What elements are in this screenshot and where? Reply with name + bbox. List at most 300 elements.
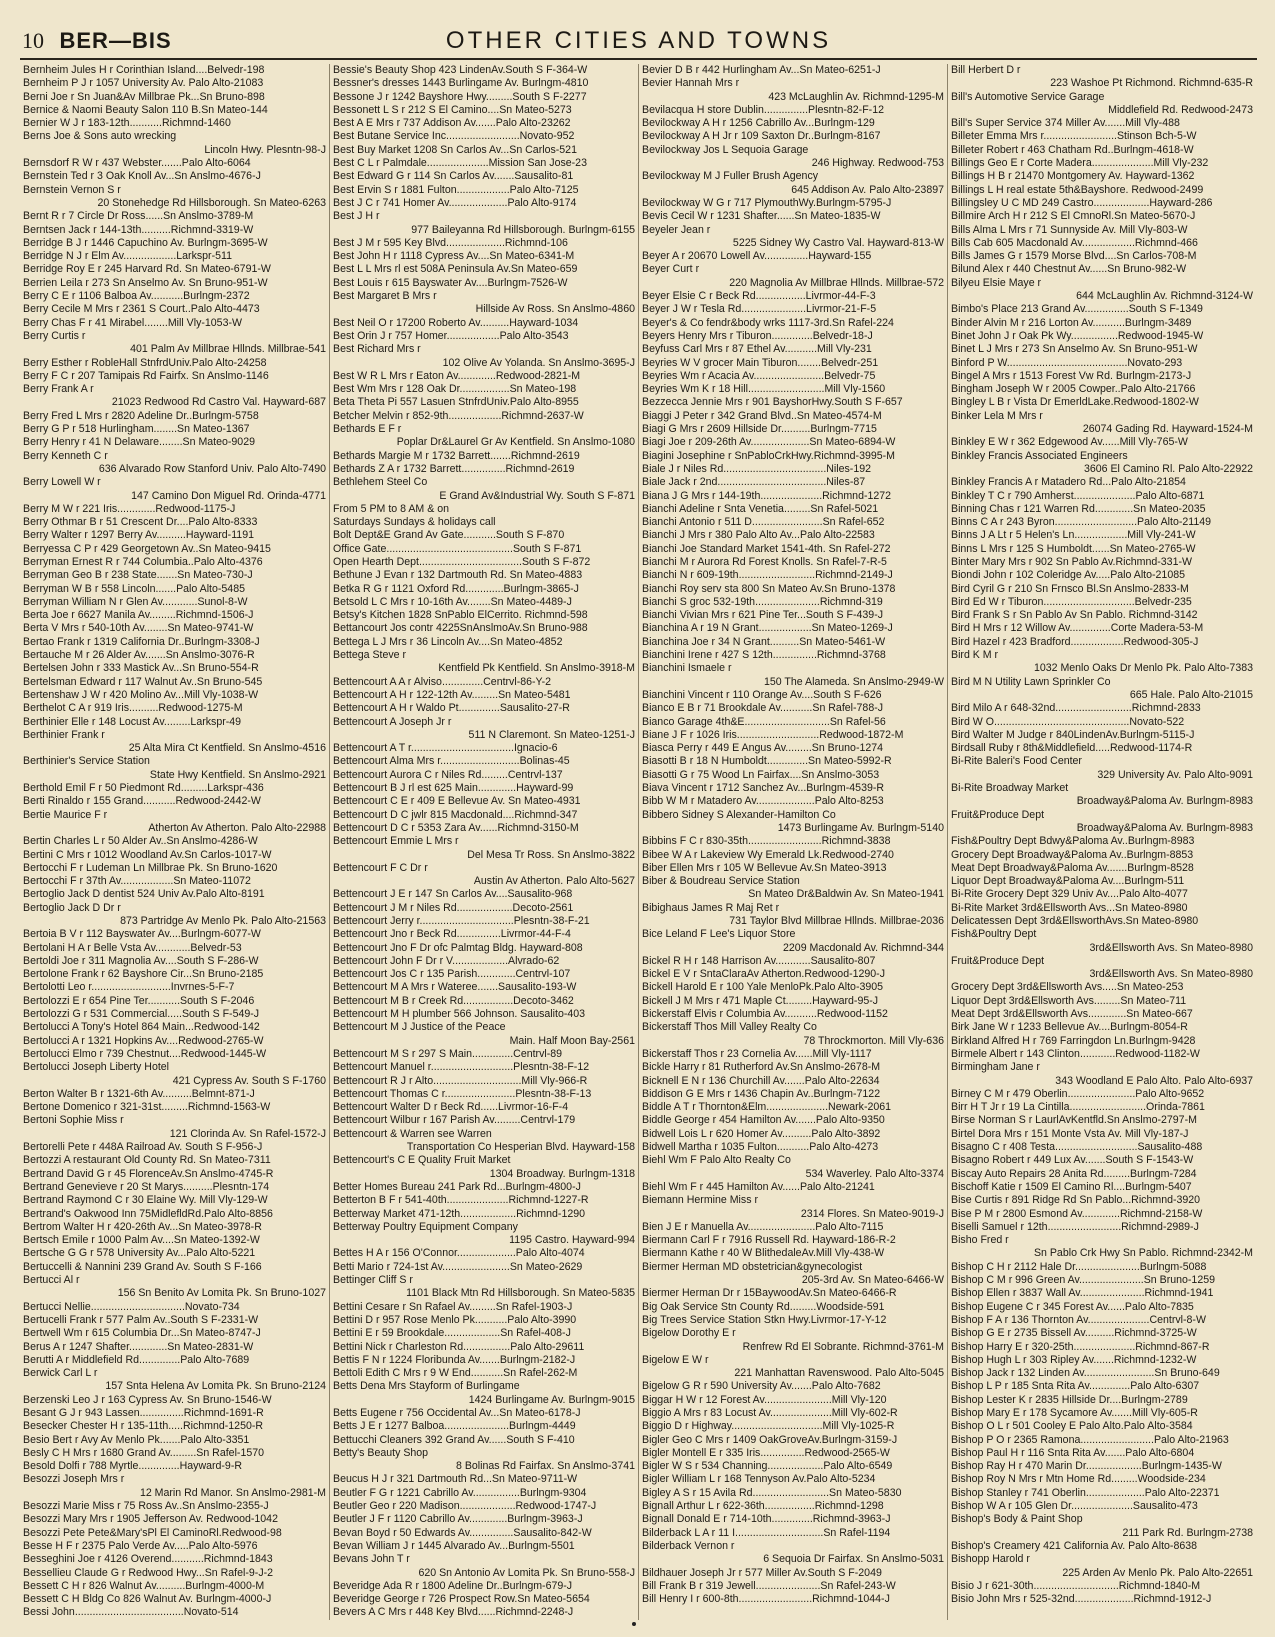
listing-entry: 3606 El Camino Rl. Palo Alto-22922 (1083, 462, 1253, 475)
listing-entry: Birkland Alfred H r 769 Farringdon Ln.Burlngm-9428 (951, 1034, 1196, 1047)
listing-entry: Biale J r Niles Rd...................................Niles-192 (642, 462, 872, 475)
listing-entry: Birdsall Ruby r 8th&Middlefield.....Redwood-1174-R (951, 742, 1193, 755)
listing-entry: Liquor Dept Broadway&Paloma Av....Burlngm-511 (951, 875, 1185, 888)
listing-entry: Biermer Herman Dr r 15BaywoodAv.Sn Mateo-6466-R (642, 1287, 897, 1300)
listing-entry: Berryman William N r Glen Av............Sunol-8-W (23, 595, 248, 608)
listing-entry: 421 Cypress Av. South S F-1760 (172, 1074, 326, 1087)
listing-entry: Bevilockway M J Fuller Brush Agency (642, 170, 819, 183)
listing-entry: Bevilockway A H r 1256 Cabrillo Av...Burlngm-129 (642, 117, 875, 130)
listing-entry: Berta Joe r 6627 Manila Av.........Richmnd-1506-J (23, 609, 254, 622)
listing-entry: Berry Fred L Mrs r 2820 Adeline Dr..Burlngm-5758 (23, 409, 259, 422)
listing-entry: Beucus H J r 321 Dartmouth Rd...Sn Mateo-9711-W (333, 1473, 578, 1486)
listing-entry: Beutler J F r 1120 Cabrillo Av.............Burlngm-3963-J (333, 1513, 583, 1526)
listing-entry: Biana J G Mrs r 144-19th.....................Richmnd-1272 (642, 489, 892, 502)
listing-entry: Binkley Francis A r Matadero Rd...Palo Alto-21854 (951, 476, 1186, 489)
listing-entry: Best A E Mrs r 737 Addison Av.......Palo Alto-23262 (333, 117, 571, 130)
listing-entry: Bigler W S r 534 Channing...................Palo Alto-6549 (642, 1460, 893, 1473)
listing-entry: Bishop F A r 136 Thornton Av.....................Centrvl-8-W (951, 1313, 1206, 1326)
listing-entry: Bertrand David G r 45 FlorenceAv.Sn Anslmo-4745-R (23, 1167, 274, 1180)
listing-entry: Bibighaus James R Maj Ret r (642, 901, 780, 914)
listing-entry: 873 Partridge Av Menlo Pk. Palo Alto-21563 (120, 915, 326, 927)
listing-entry: Berry Henry r 41 N Delaware........Sn Mateo-9029 (23, 436, 255, 449)
listing-entry: Broadway&Paloma Av. Burlngm-8983 (1076, 795, 1253, 808)
listing-entry: Best C L r Palmdale.....................Mission San Jose-23 (333, 157, 587, 170)
listing-entry: Bertolani H A r Belle Vsta Av............Belvedr-53 (23, 941, 242, 954)
listing-entry: Grocery Dept Broadway&Paloma Av..Burlngm-8853 (951, 848, 1194, 861)
listing-entry: 5225 Sidney Wy Castro Val. Hayward-813-W (732, 236, 944, 249)
listing-entry: Berridge B J r 1446 Capuchino Av. Burlngm-3695-W (23, 236, 268, 249)
listing-column-1 (20, 64, 329, 1620)
listing-entry: Bidwell Lois L r 620 Homer Av..........Palo Alto-3892 (642, 1127, 881, 1140)
listing-entry: Bird Walter M Judge r 840LindenAv.Burlngm-5115-J (951, 728, 1195, 741)
listing-entry: Liquor Dept 3rd&Ellsworth Avs.........Sn Mateo-711 (951, 994, 1187, 1007)
listing-entry: State Hwy Kentfield. Sn Anslmo-2921 (149, 768, 326, 781)
listing-entry: Beutler Geo r 220 Madison...................Redwood-1747-J (333, 1500, 597, 1513)
listing-entry: Bettega L J Mrs r 36 Lincoln Av....Sn Mateo-4852 (333, 635, 563, 648)
listing-entry: Bishop Ray H r 470 Marin Dr...................Burlngm-1435-W (951, 1460, 1222, 1473)
listing-entry: Biselli Samuel r 12th.........................Richmnd-2989-J (951, 1220, 1199, 1233)
listing-entry: Birr H T Jr r 19 La Cintilla..........................Orinda-7861 (951, 1101, 1205, 1114)
listing-entry: 1195 Castro. Hayward-994 (509, 1234, 635, 1247)
listing-entry: Bischoff Katie r 1509 El Camino Rl....Burlngm-5407 (951, 1180, 1192, 1193)
listing-entry: Berry Lowell W r (23, 476, 101, 489)
listing-entry: Bird Milo A r 648-32nd..........................Richmnd-2833 (951, 702, 1201, 715)
listing-entry: Bianchi Joe Standard Market 1541-4th. Sn Rafel-272 (642, 542, 891, 555)
listing-entry: Birse Norman S r LaurlAvKentfld.Sn Anslmo-2797-M (951, 1114, 1197, 1127)
listing-entry: Best Edward G r 114 Sn Carlos Av.......Sausalito-81 (333, 170, 574, 183)
listing-entry: Bishop Ellen r 3837 Wall Av......................Richmnd-1941 (951, 1287, 1214, 1300)
listing-entry: Besozzi Pete Pete&Mary'sPl El CaminoRl.Redwood-98 (23, 1526, 282, 1539)
listing-entry: Biggio A Mrs r 83 Locust Av.....................Mill Vly-602-R (642, 1406, 898, 1419)
listing-entry: 78 Throckmorton. Mill Vly-636 (803, 1034, 944, 1047)
listing-entry: Fruit&Produce Dept (951, 808, 1045, 821)
listing-entry: Bertoia B V r 112 Bayswater Av....Burlngm-6077-W (23, 928, 261, 941)
listing-entry: Bill Herbert D r (951, 64, 1021, 76)
listing-entry: Bessellieu Claude G r Redwood Hwy...Sn Rafel-9-J-2 (23, 1566, 274, 1579)
listing-entry: Betterway Poultry Equipment Company (333, 1220, 518, 1233)
listing-entry: Berti Rinaldo r 155 Grand...........Redwood-2442-W (23, 795, 261, 808)
listing-entry: Bianchini Ismaele r (642, 662, 732, 675)
listing-entry: Bertrand Raymond C r 30 Elaine Wy. Mill Vly-129-W (23, 1194, 268, 1207)
listing-entry: Biddle George r 454 Hamilton Av.......Palo Alto-9350 (642, 1114, 885, 1127)
listing-entry: Bird W O..............................................Novato-522 (951, 715, 1185, 728)
listing-entry: Bettencourt B J rl est 625 Main.............Hayward-99 (333, 782, 574, 795)
listing-entry: Billingsley U C MD 249 Castro...................Hayward-286 (951, 196, 1213, 209)
listing-entry: Besant G J r 943 Lassen...............Richmnd-1691-R (23, 1406, 264, 1419)
listing-entry: Middlefield Rd. Redwood-2473 (1108, 103, 1253, 116)
listing-entry: Berry Walter r 1297 Berry Av..........Hayward-1191 (23, 529, 254, 542)
listing-entry: Bertolucci A Tony's Hotel 864 Main...Redwood-142 (23, 1021, 260, 1034)
listing-entry: 150 The Alameda. Sn Anslmo-2949-W (764, 675, 944, 688)
listing-entry: Bettencourt Jno r Beck Rd...............Livrmor-44-F-4 (333, 928, 571, 941)
listing-entry: Sn Mateo Dr&Baldwin Av. Sn Mateo-1941 (748, 888, 944, 901)
listing-entry: Fish&Poultry Dept Bdwy&Paloma Av..Burlngm-8983 (951, 835, 1195, 848)
listing-entry: Bettencourt A H r 122-12th Av.........Sn Mateo-5481 (333, 688, 571, 701)
listing-entry: Berridge Roy E r 245 Harvard Rd. Sn Mateo-6791-W (23, 263, 271, 276)
listing-entry: Binter Mary Mrs r 902 Sn Pablo Av.Richmnd-331-W (951, 555, 1192, 568)
listing-entry: Bisho Fred r (951, 1234, 1009, 1247)
listing-entry: Bettencourt A Joseph Jr r (333, 715, 452, 728)
listing-entry: Bird Hazel r 423 Bradford..................Redwood-305-J (951, 635, 1199, 648)
listing-entry: Bishop's Creamery 421 California Av. Palo Alto-8638 (951, 1539, 1198, 1552)
listing-entry: Bickerstaff Thos Mill Valley Realty Co (642, 1021, 817, 1034)
listing-entry: Bettencourt D C jwlr 815 Macdonald....Richmnd-347 (333, 808, 578, 821)
listing-entry: From 5 PM to 8 AM & on (333, 502, 449, 515)
listing-entry: Bettencourt Jno F Dr ofc Palmtag Bldg. Hayward-808 (333, 941, 583, 954)
listing-entry: 26074 Gading Rd. Hayward-1524-M (1082, 423, 1253, 436)
listing-entry: Bishop L P r 185 Snta Rita Av..............Palo Alto-6307 (951, 1380, 1200, 1393)
listing-entry: Bettencourt M H plumber 566 Johnson. Sausalito-403 (333, 1008, 586, 1021)
listing-entry: 157 Snta Helena Av Lomita Pk. Sn Bruno-2124 (105, 1380, 326, 1393)
listing-entry: Biemann Hermine Miss r (642, 1194, 758, 1207)
listing-entry: 147 Camino Don Miguel Rd. Orinda-4771 (131, 489, 326, 502)
listing-entry: Betterton B F r 541-40th.....................Richmnd-1227-R (333, 1194, 589, 1207)
listing-entry: Bianco E B r 71 Brookdale Av...........Sn Rafel-788-J (642, 702, 884, 715)
listing-entry: Bertsche G G r 578 University Av...Palo Alto-5221 (23, 1247, 256, 1260)
listing-entry: Biddison G E Mrs r 1436 Chapin Av..Burlngm-7122 (642, 1087, 881, 1100)
listing-entry: Bettinger Cliff S r (333, 1274, 413, 1287)
listing-entry: Bernice & Naomi Beauty Salon 110 B.Sn Mateo-144 (23, 103, 268, 116)
listing-entry: 121 Clorinda Av. Sn Rafel-1572-J (169, 1127, 326, 1140)
listing-entry: Bishop G E r 2735 Bissell Av..........Richmnd-3725-W (951, 1327, 1197, 1340)
listing-entry: Biber & Boudreau Service Station (642, 875, 800, 888)
listing-entry: Billeter Robert r 463 Chatham Rd..Burlngm-4618-W (951, 143, 1194, 156)
listing-entry: Biane J F r 1026 Iris............................Redwood-1872-M (642, 728, 904, 741)
listing-entry: Bettini Cesare r Sn Rafael Av.........Sn Rafel-1903-J (333, 1300, 573, 1313)
listing-entry: Bethards Z A r 1732 Barrett...............Richmnd-2619 (333, 462, 575, 475)
listing-entry: Biasotti B r 18 N Humboldt..............Sn Mateo-5992-R (642, 755, 892, 768)
listing-entry: 401 Palm Av Millbrae Hllnds. Millbrae-541 (130, 343, 326, 356)
listing-entry: Bettoli Edith C Mrs r 9 W End...........Sn Rafel-262-M (333, 1367, 578, 1380)
listing-entry: Best J M r 595 Key Blvd....................Richmnd-106 (333, 236, 568, 249)
listing-entry: Bertrand Genevieve r 20 St Marys..........Plesntn-174 (23, 1180, 270, 1193)
listing-entry: Bird H Mrs r 12 Willow Av..............Corte Madera-53-M (951, 622, 1204, 635)
listing-entry: Bertelsman Edward r 117 Walnut Av..Sn Bruno-545 (23, 675, 263, 688)
listing-entry: Bevilockway W G r 717 PlymouthWy.Burlngm-5795-J (642, 196, 892, 209)
listing-entry: Bevilockway Jos L Sequoia Garage (642, 143, 809, 156)
listing-entry: Biermann Kathe r 40 W BlithedaleAv.Mill Vly-438-W (642, 1247, 885, 1260)
listing-entry: Bishop C H r 2112 Hale Dr......................Burlngm-5088 (951, 1260, 1207, 1273)
listing-entry: Bianchi N r 609-19th..........................Richmnd-2149-J (642, 569, 893, 582)
listing-entry: Bessett C H Bldg Co 826 Walnut Av. Burlngm-4000-J (23, 1593, 272, 1606)
listing-entry: Bettencourt & Warren see Warren (333, 1127, 492, 1140)
listing-entry: Bettes H A r 156 O'Connor....................Palo Alto-4074 (333, 1247, 585, 1260)
listing-entry: 8 Bolinas Rd Fairfax. Sn Anslmo-3741 (455, 1460, 635, 1473)
listing-entry: Bi-Rite Broadway Market (951, 782, 1069, 795)
listing-entry: 225 Arden Av Menlo Pk. Palo Alto-22651 (1062, 1566, 1253, 1579)
listing-entry: Big Oak Service Stn County Rd.........Woodside-591 (642, 1300, 885, 1313)
listing-entry: Berry Cecile M Mrs r 2361 S Court..Palo Alto-4473 (23, 303, 260, 316)
listing-entry: Betka R G r 1121 Oxford Rd.............Burlngm-3865-J (333, 582, 579, 595)
listing-entry: Bishop C M r 996 Green Av......................Sn Bruno-1259 (951, 1274, 1215, 1287)
listing-entry: Bettini E r 59 Brookdale...................Sn Rafel-408-J (333, 1327, 571, 1340)
listing-entry: 3rd&Ellsworth Avs. Sn Mateo-8980 (1089, 941, 1253, 954)
listing-entry: Berry Kenneth C r (23, 449, 108, 462)
listing-entry: Bertozzi A restaurant Old County Rd. Sn Mateo-7311 (23, 1154, 271, 1167)
listing-entry: Binford P W.........................................Novato-293 (951, 356, 1183, 369)
listing-entry: Bettencourt Alma Mrs r...........................Bolinas-45 (333, 755, 570, 768)
listing-entry: Bettencourt Jos C r 135 Parish.............Centrvl-107 (333, 968, 571, 981)
listing-entry: Del Mesa Tr Ross. Sn Anslmo-3822 (467, 848, 635, 861)
listing-entry: Bilund Alex r 440 Chestnut Av......Sn Bruno-982-W (951, 263, 1187, 276)
footer-dot (632, 1622, 636, 1626)
listing-entry: Bigelow G R r 590 University Av.......Palo Alto-7682 (642, 1380, 881, 1393)
listing-entry: Beveridge Ada R r 1800 Adeline Dr..Burlngm-679-J (333, 1579, 573, 1592)
listing-entry: Bianchi J Mrs r 380 Palo Alto Av...Palo Alto-22583 (642, 529, 875, 542)
listing-entry: Bird Frank S r Sn Pablo Av Sn Pablo. Richmnd-3142 (951, 609, 1198, 622)
listing-entry: Sn Pablo Crk Hwy Sn Pablo. Richmnd-2342-M (1033, 1247, 1253, 1260)
listing-entry: Bi-Rite Grocery Dept 329 Univ Av....Palo Alto-4077 (951, 888, 1188, 901)
listing-entry: 220 Magnolia Av Millbrae Hllnds. Millbrae-572 (729, 276, 944, 289)
listing-entry: Bertolozzi E r 654 Pine Ter...........South S F-2046 (23, 994, 255, 1007)
listing-entry: Bessi John.....................................Novato-514 (23, 1606, 239, 1619)
listing-entry: Beveridge George r 726 Prospect Row.Sn Mateo-5654 (333, 1593, 590, 1606)
listing-entry: 12 Marin Rd Manor. Sn Anslmo-2981-M (139, 1486, 326, 1499)
listing-entry: Bertauche M r 26 Alder Av.......Sn Anslmo-3076-R (23, 649, 255, 662)
listing-entry: Billings Geo E r Corte Madera.....................Mill Vly-232 (951, 157, 1209, 170)
listing-entry: Berntsen Jack r 144-13th..........Richmnd-3319-W (23, 223, 254, 236)
listing-entry: Berni Joe r Sn Juan&Av Millbrae Pk...Sn Bruno-898 (23, 90, 265, 103)
listing-entry: Best Wm Mrs r 128 Oak Dr.................Sn Mateo-198 (333, 383, 577, 396)
listing-entry: Bevans John T r (333, 1553, 410, 1566)
page-number: 10 (22, 28, 44, 53)
listing-entry: Billmire Arch H r 212 S El CmnoRl.Sn Mateo-5670-J (951, 210, 1196, 223)
listing-entry: Bevier D B r 442 Hurlingham Av...Sn Mateo-6251-J (642, 64, 881, 76)
listing-entry: Besold Dolfi r 788 Myrtle..............Hayward-9-R (23, 1460, 243, 1473)
listing-entry: Bigler Geo C Mrs r 1409 OakGroveAv.Burlngm-3159-J (642, 1433, 898, 1446)
listing-entry: Transportation Co Hesperian Blvd. Hayward-158 (406, 1141, 635, 1154)
listing-entry: Biehl Wm F Palo Alto Realty Co (642, 1154, 791, 1167)
listing-entry: Biondi John r 102 Coleridge Av.....Palo Alto-21085 (951, 569, 1186, 582)
listing-entry: Bettancourt Jos contr 4225SnAnslmoAv.Sn Bruno-988 (333, 622, 588, 635)
listing-entry: Binkley Francis Associated Engineers (951, 449, 1128, 462)
listing-entry: Better Homes Bureau 241 Park Rd...Burlngm-4800-J (333, 1180, 581, 1193)
listing-entry: Bernheim Jules H r Corinthian Island....Belvedr-198 (23, 64, 265, 76)
listing-entry: Bolt Dept&E Grand Av Gate...........South S F-870 (333, 529, 565, 542)
listing-entry: Bertolucci A r 1321 Hopkins Av....Redwood-2765-W (23, 1034, 264, 1047)
listing-entry: Bertorelli Pete r 448A Railroad Av. South S F-956-J (23, 1141, 263, 1154)
listing-entry: Besly C H Mrs r 1680 Grand Av.........Sn Rafel-1570 (23, 1446, 265, 1459)
listing-entry: Bettencourt C E r 409 E Bellevue Av. Sn Mateo-4931 (333, 795, 581, 808)
listing-entry: Berthinier Elle r 148 Locust Av.........Larkspr-49 (23, 715, 242, 728)
listing-entry: Beyries W V grocer Main Tiburon........Belvedr-251 (642, 356, 879, 369)
listing-entry: Bianchini Vincent r 110 Orange Av....South S F-626 (642, 688, 882, 701)
listing-entry: Bickell J M Mrs r 471 Maple Ct.........Hayward-95-J (642, 994, 879, 1007)
listing-entry: Berutti A r Middlefield Rd..............Palo Alto-7689 (23, 1353, 250, 1366)
listing-entry: Bishop O L r 501 Cooley E Palo Alto.Palo Alto-3584 (951, 1420, 1193, 1433)
listing-entry: Betsy's Kitchen 1828 SnPablo ElCerrito. Richmnd-598 (333, 609, 588, 622)
listing-entry: Besseghini Joe r 4126 Overend...........Richmnd-1843 (23, 1553, 273, 1566)
listing-entry: Bettencourt M B r Creek Rd.................Decoto-3462 (333, 994, 574, 1007)
listing-entry: Bettini D r 957 Rose Menlo Pk...........Palo Alto-3990 (333, 1313, 577, 1326)
listing-entry: 731 Taylor Blvd Millbrae Hllnds. Millbrae-2036 (729, 915, 944, 927)
listing-entry: Berthinier's Service Station (23, 755, 150, 768)
listing-entry: Bigelow E W r (642, 1353, 709, 1366)
listing-entry: Berryman Ernest R r 744 Columbia..Palo Alto-4376 (23, 555, 263, 568)
listing-entry: Bird Ed W r Tiburon...............................Belvedr-235 (951, 595, 1192, 608)
listing-entry: Bill's Super Service 374 Miller Av.......Mill Vly-488 (951, 117, 1180, 130)
listing-entry: Bettencourt J E r 147 Sn Carlos Av....Sausalito-968 (333, 888, 573, 901)
listing-entry: Berry Chas F r 41 Mirabel........Mill Vly-1053-W (23, 316, 242, 329)
listing-entry: Biagi Joe r 209-26th Av....................Sn Mateo-6894-W (642, 436, 896, 449)
listing-entry: Best W R L Mrs r Eaton Av.............Redwood-2821-M (333, 369, 581, 382)
listing-entry: Beyer Curt r (642, 263, 700, 276)
listing-entry: Berry Frank A r (23, 383, 94, 396)
listing-entry: Bildhauer Joseph Jr r 577 Miller Av.South S F-2049 (642, 1566, 882, 1579)
listing-entry: Bettencourt's C E Quality Fruit Market (333, 1154, 511, 1167)
listing-entry: Bickel E V r SntaClaraAv Atherton.Redwood-1290-J (642, 968, 885, 981)
page-title: OTHER CITIES AND TOWNS (445, 27, 832, 54)
listing-entry: Bettencourt M J Justice of the Peace (333, 1021, 506, 1034)
listing-entry: 329 University Av. Palo Alto-9091 (1097, 768, 1253, 781)
listing-entry: Bingley L B r Vista Dr EmerldLake.Redwood-1802-W (951, 396, 1199, 409)
listing-entry: Bertucci Nellie................................Novato-734 (23, 1300, 240, 1313)
listing-entry: Bezzecca Jennie Mrs r 901 BayshorHwy.South S F-657 (642, 396, 903, 409)
listing-entry: Birney C M r 479 Oberlin.......................Palo Alto-9652 (951, 1087, 1205, 1100)
listing-entry: Bernier W J r 183-12th...........Richmnd-1460 (23, 117, 231, 130)
listing-entry: Beyer's & Co fendr&body wrks 1117-3rd.Sn Rafel-224 (642, 316, 894, 329)
listing-entry: Bi-Rite Baleri's Food Center (951, 755, 1082, 768)
listing-entry: Bianchina Joe r 34 N Grant..........Sn Mateo-5461-W (642, 635, 886, 648)
listing-entry: Bertoni Sophie Miss r (23, 1114, 124, 1127)
listing-entry: Betti Mario r 724-1st Av.......................Sn Mateo-2629 (333, 1260, 583, 1273)
listing-entry: Bigler Montell E r 335 Iris...............Redwood-2565-W (642, 1446, 890, 1459)
listing-entry: Bertocchi F r Ludeman Ln Millbrae Pk. Sn Bruno-1620 (23, 861, 278, 874)
listing-entry: Binns L Mrs r 125 S Humboldt......Sn Mateo-2765-W (951, 542, 1196, 555)
listing-entry: Biscay Auto Repairs 28 Anita Rd.........Burlngm-7284 (951, 1167, 1197, 1180)
listing-entry: Bettencourt A T r...................................Ignacio-6 (333, 742, 558, 755)
listing-entry: Betsold L C Mrs r 10-16th Av........Sn Mateo-4489-J (333, 595, 572, 608)
listing-entry: 25 Alta Mira Ct Kentfield. Sn Anslmo-4516 (128, 742, 326, 755)
listing-entry: Bishop W A r 105 Glen Dr.....................Sausalito-473 (951, 1500, 1198, 1513)
listing-entry: Bernsdorf R W r 437 Webster.......Palo Alto-6064 (23, 157, 251, 170)
listing-entry: 534 Waverley. Palo Alto-3374 (805, 1167, 944, 1180)
listing-entry: 223 Washoe Pt Richmond. Richmnd-635-R (1050, 77, 1253, 90)
listing-entry: Biggar H W r 12 Forest Av.......................Mill Vly-120 (642, 1393, 887, 1406)
listing-entry: 644 McLaughlin Av. Richmnd-3124-W (1076, 290, 1253, 303)
listing-entry: Lincoln Hwy. Plesntn-98-J (204, 143, 326, 156)
listing-entry: Beutler F G r 1221 Cabrillo Av................Burlngm-9304 (333, 1486, 587, 1499)
listing-entry: Biber Ellen Mrs r 105 W Bellevue Av.Sn Mateo-3913 (642, 861, 887, 874)
listing-entry: Berns Joe & Sons auto wrecking (23, 130, 177, 143)
listing-entry: Binet L J Mrs r 273 Sn Anselmo Av. Sn Bruno-951-W (951, 343, 1198, 356)
listing-entry: 6 Sequoia Dr Fairfax. Sn Anslmo-5031 (763, 1553, 944, 1566)
listing-entry: Bibbins F C r 830-35th.........................Richmnd-3838 (642, 835, 891, 848)
listing-entry: 3rd&Ellsworth Avs. Sn Mateo-8980 (1089, 968, 1253, 981)
listing-entry: 1304 Broadway. Burlngm-1318 (489, 1167, 635, 1180)
listing-entry: Austin Av Atherton. Palo Alto-5627 (473, 875, 635, 888)
listing-entry: Bevan William J r 1445 Alvarado Av...Burlngm-5501 (333, 1539, 575, 1552)
listing-entry: Bishop's Body & Paint Shop (951, 1513, 1083, 1526)
listing-entry: Berthelot C A r 919 Iris..........Redwood-1275-M (23, 702, 243, 715)
listing-entry: Bettencourt M A Mrs r Wateree.......Sausalito-193-W (333, 981, 577, 994)
listing-entry: Bishop Hugh L r 303 Ripley Av.......Richmnd-1232-W (951, 1353, 1197, 1366)
listing-entry: Bishop Mary E r 178 Sycamore Av.......Mill Vly-605-R (951, 1406, 1198, 1419)
listing-entry: Poplar Dr&Laurel Gr Av Kentfield. Sn Anslmo-1080 (396, 436, 635, 449)
listing-entry: Bishop Jack r 132 Linden Av........................Sn Bruno-649 (951, 1367, 1220, 1380)
listing-entry: Bigley A S r 15 Avila Rd..........................Sn Mateo-5830 (642, 1486, 902, 1499)
listing-entry: Bisagno Robert r 449 Lux Av.......South S F-1543-W (951, 1154, 1194, 1167)
listing-entry: Besozzi Mary Mrs r 1905 Jefferson Av. Redwood-1042 (23, 1513, 278, 1526)
listing-entry: Binker Lela M Mrs r (951, 409, 1043, 422)
listing-entry: Best Ervin S r 1881 Fulton..................Palo Alto-7125 (333, 183, 579, 196)
listing-entry: Best J C r 741 Homer Av....................Palo Alto-9174 (333, 196, 577, 209)
listing-entry: 2314 Flores. Sn Mateo-9019-J (800, 1207, 944, 1220)
page-header (20, 24, 1257, 60)
listing-entry: Beyers Henry Mrs r Tiburon..............Belvedr-18-J (642, 329, 873, 342)
listing-entry: Bianchini Irene r 427 S 12th...............Richmnd-3768 (642, 649, 886, 662)
listing-entry: Bianchi M r Aurora Rd Forest Knolls. Sn Rafel-7-R-5 (642, 555, 887, 568)
listing-entry: Bettucchi Cleaners 392 Grand Av......South S F-410 (333, 1433, 575, 1446)
listing-entry: Beyries Wm K r 18 Hill..........................Mill Vly-1560 (642, 383, 886, 396)
listing-entry: Betts J E r 1277 Balboa......................Burlngm-4449 (333, 1420, 576, 1433)
listing-entry: Bisio J r 621-30th.............................Richmnd-1840-M (951, 1579, 1201, 1592)
listing-entry: 221 Manhattan Ravenswood. Palo Alto-5045 (734, 1367, 944, 1380)
listing-column-3 (638, 64, 947, 1620)
listing-entry: Bickel R H r 148 Harrison Av............Sausalito-807 (642, 954, 876, 967)
listing-entry: Bettencourt Walter D r Beck Rd......Livrmor-16-F-4 (333, 1101, 569, 1114)
listing-entry: Bird K M r (951, 649, 999, 662)
listing-entry: Berzenski Leo J r 163 Cypress Av. Sn Bruno-1546-W (23, 1393, 272, 1406)
listing-entry: 2209 Macdonald Av. Richmnd-344 (783, 941, 944, 954)
listing-entry: Berta V Mrs r 540-10th Av........Sn Mateo-9741-W (23, 622, 254, 635)
listing-entry: Bill Frank B r 319 Jewell......................Sn Rafel-243-W (642, 1579, 896, 1592)
listing-entry: Bevis Cecil W r 1231 Shafter......Sn Mateo-1835-W (642, 210, 881, 223)
listing-entry: Berthinier Frank r (23, 728, 105, 741)
listing-entry: Bertoglio Jack D dentist 524 Univ Av.Palo Alto-8191 (23, 888, 265, 901)
listing-entry: Bill Henry I r 600-8th.........................Richmnd-1044-J (642, 1593, 890, 1606)
listing-entry: Bianchi Adeline r Snta Venetia.........Sn Rafel-5021 (642, 502, 879, 515)
listing-entry: Bertolucci Joseph Liberty Hotel (23, 1061, 170, 1074)
listing-entry: Bessner's dresses 1443 Burlingame Av. Burlngm-4810 (333, 77, 589, 90)
listing-entry: Saturdays Sundays & holidays call (333, 516, 496, 529)
listing-entry: Bishop Roy N Mrs r Mtn Home Rd.........Woodside-234 (951, 1473, 1206, 1486)
listing-entry: Besse H F r 2375 Palo Verde Av.....Palo Alto-5976 (23, 1539, 258, 1552)
listing-entry: Bertin Charles L r 50 Alder Av..Sn Anslmo-4286-W (23, 835, 258, 848)
listing-entry: Berryessa C P r 429 Georgetown Av..Sn Mateo-9415 (23, 542, 271, 555)
listing-entry: Berryman Geo B r 238 State.......Sn Mateo-730-J (23, 569, 253, 582)
listing-entry: Bevier Hannah Mrs r (642, 77, 740, 90)
listing-entry: Bessie's Beauty Shop 423 LindenAv.South S F-364-W (333, 64, 588, 76)
listing-entry: E Grand Av&Industrial Wy. South S F-871 (439, 489, 635, 502)
listing-entry: Bessett C H r 826 Walnut Av..........Burlngm-4000-M (23, 1579, 265, 1592)
listing-entry: Bettencourt M S r 297 S Main..............Centrvl-89 (333, 1047, 563, 1060)
listing-entry: Billeter Emma Mrs r.........................Stinson Bch-5-W (951, 130, 1197, 143)
listing-entry: Berton Walter B r 1321-6th Av..........Belmnt-871-J (23, 1087, 255, 1100)
listing-entry: Bernt R r 7 Circle Dr Ross......Sn Anslmo-3789-M (23, 210, 254, 223)
listing-entry: Bishop Eugene C r 345 Forest Av......Palo Alto-7835 (951, 1300, 1194, 1313)
listing-entry: Binning Chas r 121 Warren Rd.............Sn Mateo-2035 (951, 502, 1206, 515)
listing-entry: Besozzi Joseph Mrs r (23, 1473, 125, 1486)
listing-entry: Birmingham Jane r (951, 1061, 1040, 1074)
listing-entry: Bernstein Vernon S r (23, 183, 121, 196)
listing-entry: Bickerstaff Thos r 23 Cornelia Av......Mill Vly-1117 (642, 1047, 872, 1060)
listing-entry: 205-3rd Av. Sn Mateo-6466-W (801, 1274, 944, 1287)
listing-entry: Bigler William L r 168 Tennyson Av.Palo Alto-5234 (642, 1473, 876, 1486)
listing-entry: Billings L H real estate 5th&Bayshore. Redwood-2499 (951, 183, 1204, 196)
listing-entry: Bilyeu Elsie Maye r (951, 276, 1042, 289)
listing-entry: 343 Woodland E Palo Alto. Palo Alto-6937 (1055, 1074, 1253, 1087)
listing-entry: Best Buy Market 1208 Sn Carlos Av...Sn Carlos-521 (333, 143, 577, 156)
listing-entry: Best Neil O r 17200 Roberto Av..........Hayward-1034 (333, 316, 579, 329)
listing-entry: Bickerstaff Elvis r Columbia Av...........Redwood-1152 (642, 1008, 888, 1021)
listing-entry: Biava Vincent r 1712 Sanchez Av...Burlngm-4539-R (642, 782, 885, 795)
listing-entry: Beyeler Jean r (642, 223, 711, 236)
listing-entry: Bigelow Dorothy E r (642, 1327, 736, 1340)
listing-entry: Bi-Rite Market 3rd&Ellsworth Avs...Sn Mateo-8980 (951, 901, 1188, 914)
listing-entry: Bevilacqua H store Dublin...............Plesntn-82-F-12 (642, 103, 884, 116)
listing-entry: Bettencourt J M r Niles Rd...................Decoto-2561 (333, 901, 574, 914)
